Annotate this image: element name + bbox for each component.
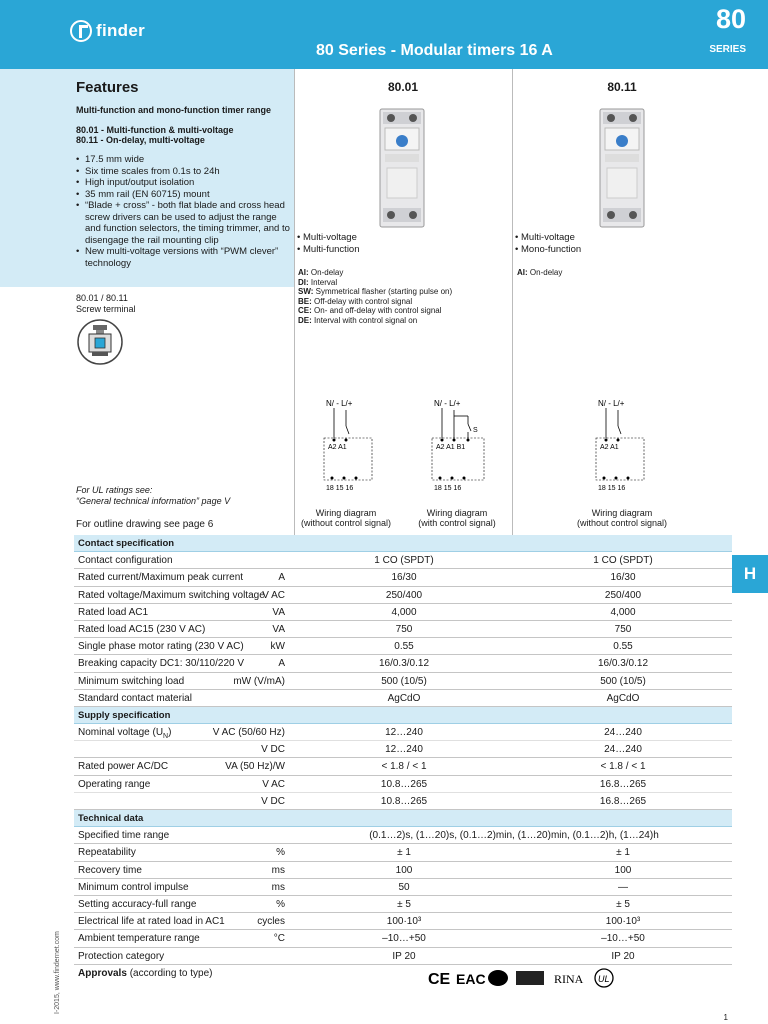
model-bullet: • Multi-voltage [297, 232, 360, 244]
outline-drawing-note: For outline drawing see page 6 [76, 519, 214, 530]
wiring-diagram-1 [322, 398, 392, 493]
function-row: SW: Symmetrical flasher (starting pulse on) [298, 287, 453, 296]
svg-text:UL: UL [598, 974, 610, 984]
table-row: Breaking capacity DC1: 30/110/220 V A 16/0.3/0.12 16/0.3/0.12 [74, 655, 732, 672]
table-row: Rated current/Maximum peak current A 16/30 16/30 [74, 569, 732, 586]
series-label: SERIES [709, 44, 746, 55]
wiring-caption-3: Wiring diagram (without control signal) [576, 508, 668, 528]
feature-item: • “Blade + cross” - both flat blade and cross head screw drivers can be used to adjust the range and function selectors, the timing trimmer, and to disengage the rail mounting clip [76, 200, 291, 246]
table-row: Electrical life at rated load in AC1 cycles 100·10³ 100·10³ [74, 913, 732, 930]
table-row: Minimum control impulse ms 50 — [74, 879, 732, 896]
wiring-caption-2: Wiring diagram (with control signal) [418, 508, 496, 528]
feature-item: • 35 mm rail (EN 60715) mount [76, 189, 291, 201]
ce-mark-icon: CE [428, 971, 451, 988]
table-row: Protection category IP 20 IP 20 [74, 948, 732, 965]
brand-name: finder [96, 21, 146, 40]
terminal-reference [76, 293, 136, 314]
wiring-diagram-2 [430, 398, 500, 493]
relay-8011-image [599, 108, 645, 228]
table-row: Rated voltage/Maximum switching voltage V AC 250/400 250/400 [74, 587, 732, 604]
table-row: Contact configuration 1 CO (SPDT) 1 CO (SPDT) [74, 552, 732, 569]
model-8001-functions [298, 268, 452, 325]
function-row: CE: On- and off-delay with control signal [298, 306, 442, 315]
table-row: Single phase motor rating (230 V AC) kW 0.55 0.55 [74, 638, 732, 655]
section-tab-h: H [732, 555, 768, 593]
wiring-outputs: 18 15 16 [326, 485, 354, 492]
model-8001-heading: 80.01 [387, 80, 419, 94]
function-row: AI: On-delay [517, 268, 563, 277]
page-title: 80 Series - Modular timers 16 A [316, 42, 553, 59]
wiring-caption-1: Wiring diagram (without control signal) [300, 508, 392, 528]
wiring-terminals: A2 A1 [328, 444, 347, 451]
approval-marks [426, 967, 626, 989]
table-row: V DC 10.8…265 16.8…265 [74, 793, 732, 810]
model-bullet: • Multi-function [297, 244, 360, 256]
model-bullet: • Mono-function [515, 244, 581, 256]
finder-logo-icon [70, 20, 92, 42]
ul-ratings-note: For UL ratings see: “General technical information” page V [76, 485, 231, 506]
function-row: BE: Off-delay with control signal [298, 296, 413, 306]
table-row: V DC 12…240 24…240 [74, 741, 732, 758]
feature-item: • New multi-voltage versions with “PWM clever” technology [76, 246, 291, 269]
terminal-models: 80.01 / 80.11 [76, 293, 128, 303]
function-row: AI: On-delay [298, 268, 344, 277]
screw-terminal-icon [76, 318, 124, 366]
wiring-diagram-3 [594, 398, 664, 493]
series-number: 80 [715, 4, 746, 34]
specification-table [74, 535, 732, 987]
model-8011-bullets [515, 232, 581, 255]
features-list [76, 154, 291, 269]
section-header: Supply specification [74, 707, 732, 724]
wiring-supply-label: N/ - L/+ [326, 399, 353, 408]
table-row: Recovery time ms 100 100 [74, 862, 732, 879]
section-header: Technical data [74, 810, 732, 827]
features-title: Features [76, 79, 139, 96]
features-line-8011: 80.11 - On-delay, multi-voltage [76, 135, 205, 145]
table-row: Rated power AC/DC VA (50 Hz)/W < 1.8 / < 1 < 1.8 / < 1 [74, 758, 732, 775]
model-bullet: • Multi-voltage [515, 232, 581, 244]
features-subtitle: Multi-function and mono-function timer range [76, 105, 271, 115]
eac-mark-icon: EAC [456, 971, 486, 987]
function-row: DI: Interval [298, 277, 338, 287]
table-row: Repeatability % ± 1 ± 1 [74, 844, 732, 861]
terminal-type: Screw terminal [76, 303, 136, 314]
page-header [0, 0, 768, 69]
column-divider [294, 69, 295, 535]
table-row: Nominal voltage $(U_N)$ V AC (50/60 Hz) 12…240 24…240 [74, 724, 732, 741]
wiring-terminals: A2 A1 B1 [436, 444, 466, 451]
table-row: Minimum switching load mW (V/mA) 500 (10/5) 500 (10/5) [74, 673, 732, 690]
table-row: Rated load AC1 VA 4,000 4,000 [74, 604, 732, 621]
table-row: Ambient temperature range °C –10…+50 –10…+50 [74, 930, 732, 947]
wiring-supply-label: N/ - L/+ [598, 399, 625, 408]
feature-item: • Six time scales from 0.1s to 24h [76, 166, 291, 178]
model-8011-heading: 80.11 [607, 80, 637, 94]
model-8011-functions [517, 268, 562, 278]
lloyds-mark-icon [516, 971, 544, 985]
page-number: 1 [723, 1013, 728, 1022]
relay-8001-image [379, 108, 425, 228]
table-row: Rated load AC15 (230 V AC) VA 750 750 [74, 621, 732, 638]
copyright-note: I-2015, www.findernet.com [54, 931, 61, 1014]
section-header: Contact specification [74, 535, 732, 552]
wiring-outputs: 18 15 16 [598, 485, 626, 492]
gost-mark-icon [488, 970, 508, 986]
function-row: DE: Interval with control signal on [298, 315, 418, 325]
wiring-outputs: 18 15 16 [434, 485, 462, 492]
table-row: Specified time range (0.1…2)s, (1…20)s, (0.1…2)min, (1…20)min, (0.1…2)h, (1…24)h [74, 827, 732, 844]
column-divider [512, 69, 513, 535]
feature-item: • 17.5 mm wide [76, 154, 291, 166]
wiring-terminals: A2 A1 [600, 444, 619, 451]
wiring-supply-label: N/ - L/+ [434, 399, 461, 408]
rina-mark-icon: RINA [554, 972, 584, 986]
table-row: Standard contact material AgCdO AgCdO [74, 690, 732, 707]
feature-item: • High input/output isolation [76, 177, 291, 189]
approvals-row: Approvals (according to type) [78, 967, 213, 979]
table-row: Operating range V AC 10.8…265 16.8…265 [74, 776, 732, 793]
wiring-switch-label: S [473, 427, 478, 434]
features-line-8001: 80.01 - Multi-function & multi-voltage [76, 125, 234, 135]
finder-logo [70, 20, 145, 42]
model-8001-bullets [297, 232, 360, 255]
table-row: Setting accuracy-full range % ± 5 ± 5 [74, 896, 732, 913]
